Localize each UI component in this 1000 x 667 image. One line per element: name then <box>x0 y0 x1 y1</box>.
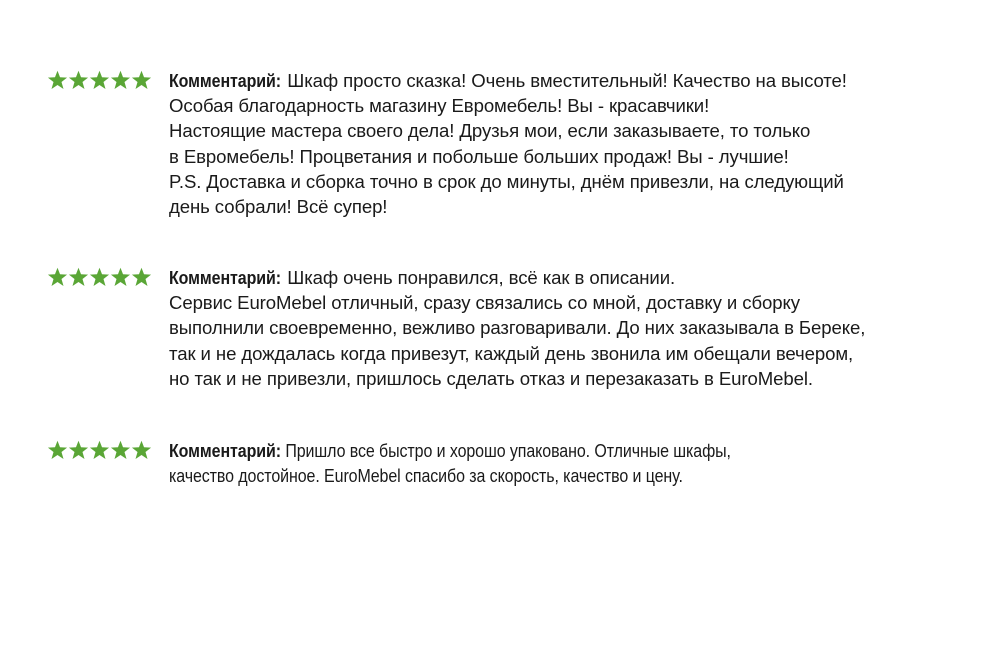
star-icon <box>131 70 152 90</box>
review-text: Комментарий: Пришло все быстро и хорошо упаковано. Отличные шкафы, качество достойное. EuroMebel спасибо за скорость, качество и цену. <box>169 440 731 487</box>
star-icon <box>89 267 110 287</box>
star-icon <box>47 70 68 90</box>
rating-stars <box>47 70 152 90</box>
review-text: Комментарий: Шкаф просто сказка! Очень вместительный! Качество на высоте! Особая благодарность магазину Евромебель! Вы - красавчики! Настоящие мастера своего дела! Друзья мои, если заказываете, то только в Евромебель! Процветания и побольше больших продаж! Вы - лучшие! P.S. Доставка и сборка точно в срок до минуты, днём привезли, на следующий день собрали! Всё супер! <box>169 70 847 218</box>
star-icon <box>47 267 68 287</box>
star-icon <box>47 440 68 460</box>
star-icon <box>110 267 131 287</box>
star-icon <box>131 267 152 287</box>
star-icon <box>89 70 110 90</box>
star-icon <box>110 440 131 460</box>
star-icon <box>68 267 89 287</box>
star-icon <box>89 440 110 460</box>
rating-stars <box>47 440 152 460</box>
star-icon <box>68 70 89 90</box>
rating-stars <box>47 267 152 287</box>
star-icon <box>110 70 131 90</box>
comment-label: Комментарий: <box>169 70 281 91</box>
review-text: Комментарий: Шкаф очень понравился, всё как в описании. Сервис EuroMebel отличный, сразу связались со мной, доставку и сборку выполнили своевременно, вежливо разговаривали. До них заказывала в Береке, так и не дождалась когда привезут, каждый день звонила им обещали вечером, но так и не привезли, пришлось сделать отказ и перезаказать в EuroMebel. <box>169 267 866 389</box>
star-icon <box>131 440 152 460</box>
comment-label: Комментарий: <box>169 440 281 461</box>
comment-label: Комментарий: <box>169 267 281 288</box>
star-icon <box>68 440 89 460</box>
